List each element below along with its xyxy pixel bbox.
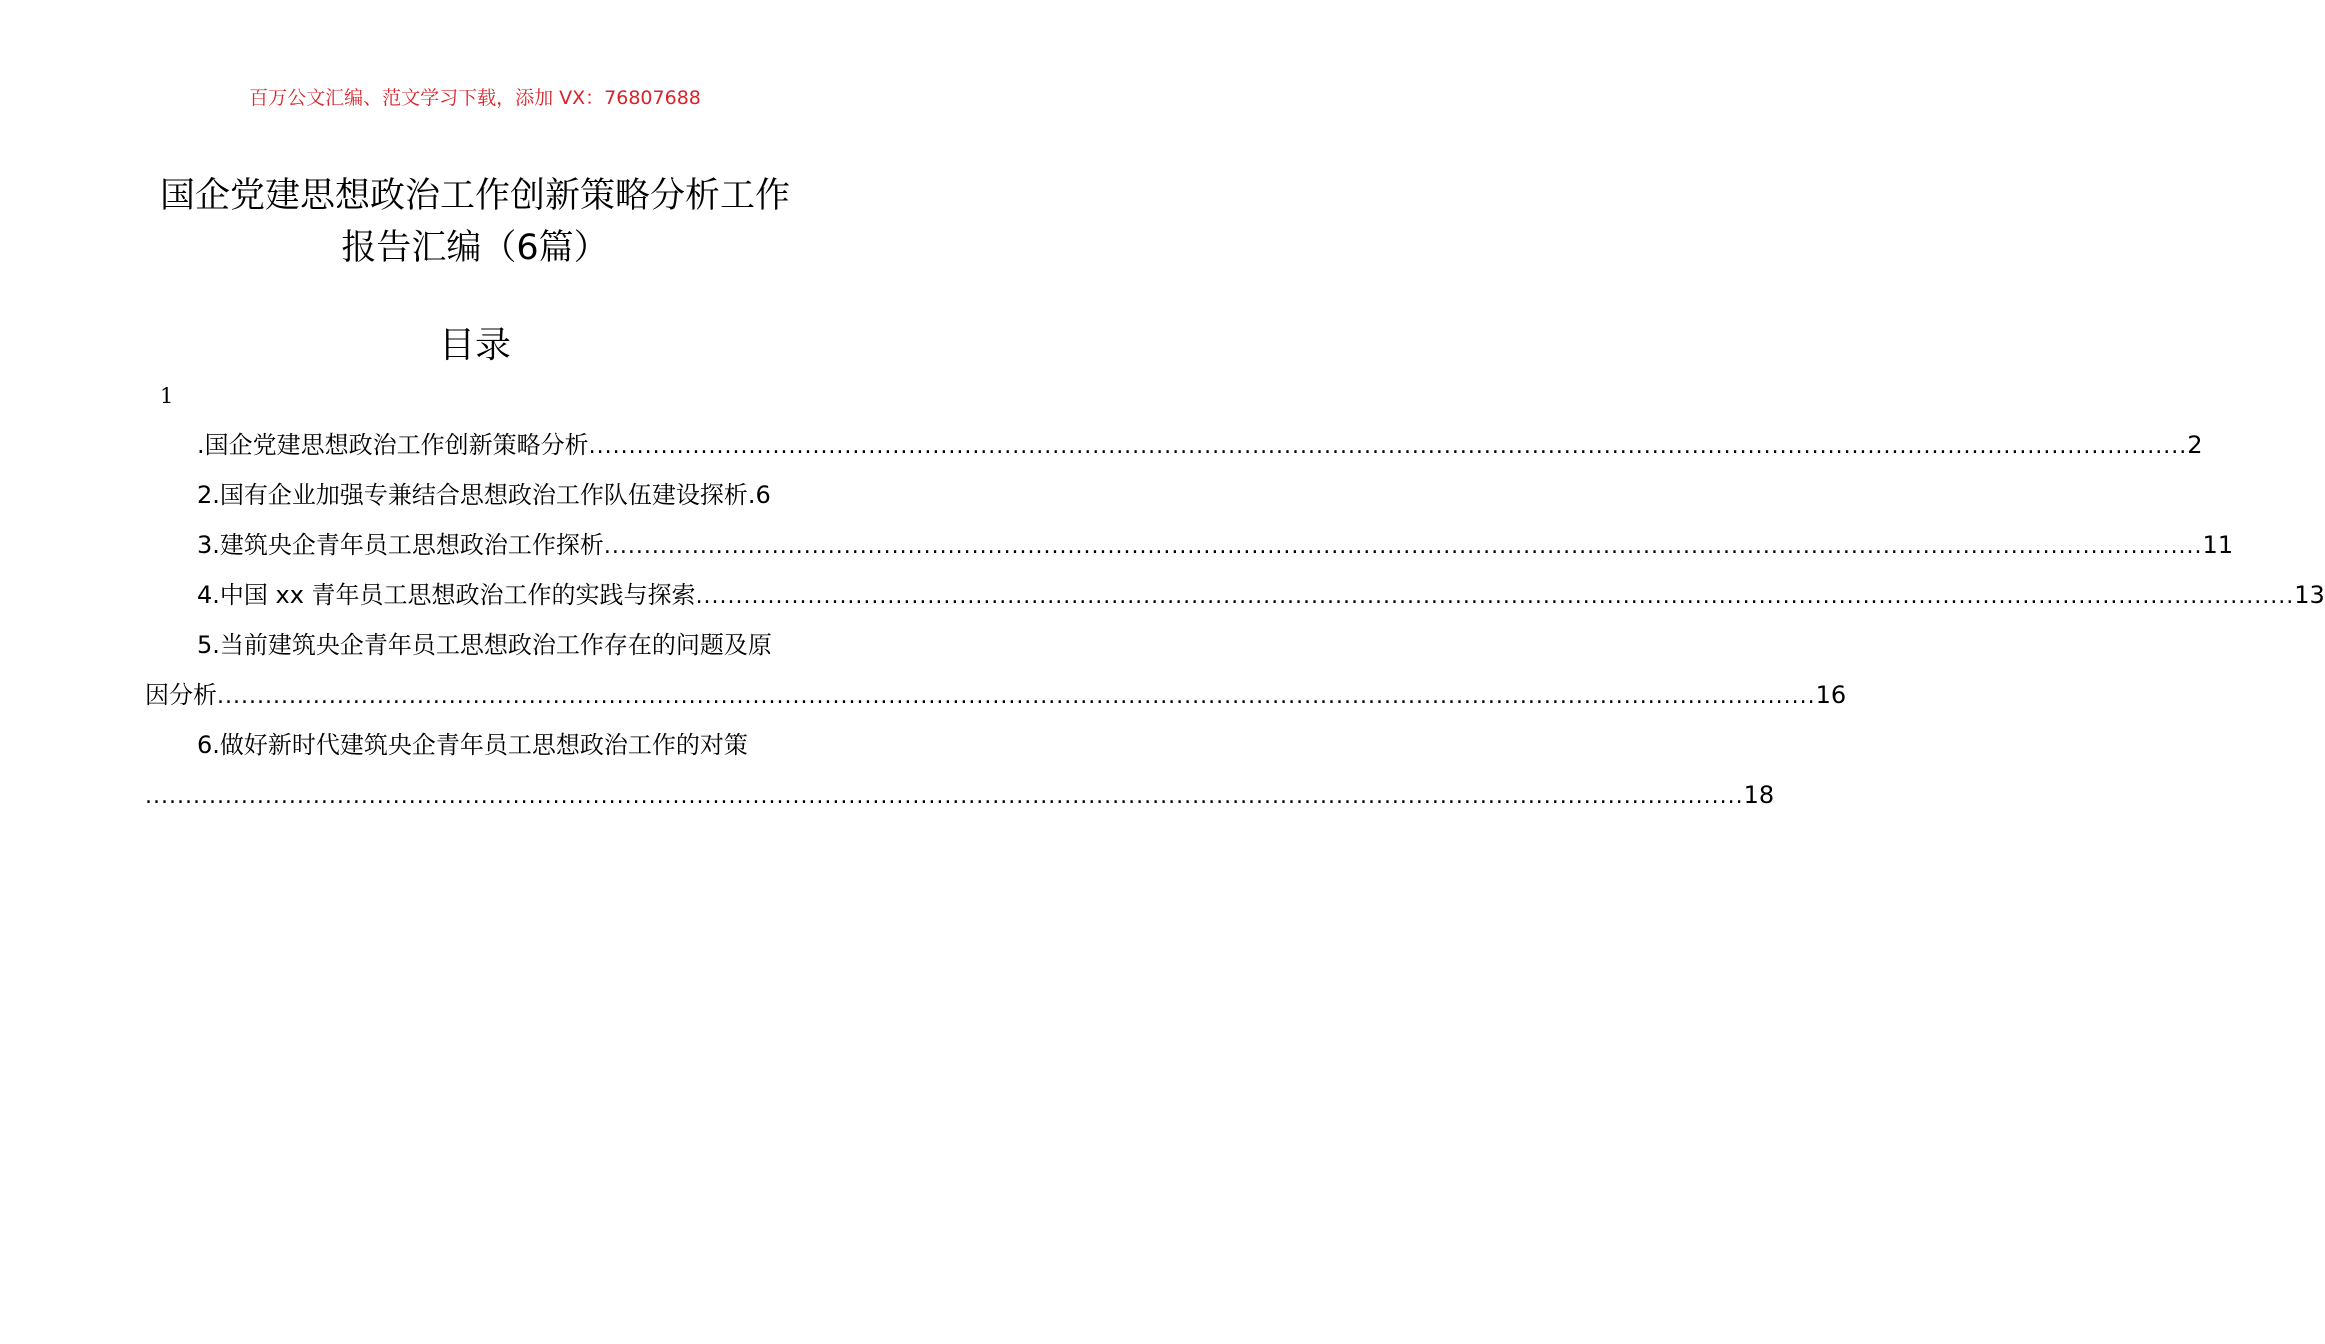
toc-entry-page: 18: [1743, 781, 1775, 809]
toc-entry-5-continuation[interactable]: [145, 670, 1847, 720]
toc-entry-title: 6.做好新时代建筑央企青年员工思想政治工作的对策: [197, 731, 748, 759]
toc-entry-title-continuation: 因分析: [145, 681, 217, 709]
toc-entry-title: 4.中国 xx 青年员工思想政治工作的实践与探索: [197, 581, 696, 609]
toc-heading: 目录: [438, 325, 511, 366]
toc-entry-page: 11: [2202, 531, 2234, 559]
toc-entry-6[interactable]: [145, 720, 807, 770]
toc-entry-page: 2: [2187, 431, 2203, 459]
toc-dot-leader: ........................................................................................................................................................................................................: [145, 784, 1744, 809]
table-of-contents: [145, 420, 2325, 820]
toc-entry-page: 16: [1815, 681, 1847, 709]
toc-dot-leader: ........................................................................................................................................................................................................: [217, 684, 1816, 709]
toc-entry-title: .国企党建思想政治工作创新策略分析: [197, 431, 589, 459]
toc-dot-leader: ........................................................................................................................................................................................................: [695, 584, 2295, 609]
toc-entry-5[interactable]: [145, 620, 807, 670]
stray-page-number: 1: [160, 384, 174, 408]
toc-entry-3[interactable]: [145, 520, 2234, 570]
toc-entry-2[interactable]: [145, 470, 807, 520]
toc-dot-leader: ........................................................................................................................................................................................................: [588, 434, 2188, 459]
document-title-line-1: 国企党建思想政治工作创新策略分析工作: [159, 176, 790, 216]
toc-entry-4[interactable]: [145, 570, 2325, 620]
header-note: 百万公文汇编、范文学习下载，添加 VX：76807688: [249, 87, 701, 109]
toc-entry-title: 2.国有企业加强专兼结合思想政治工作队伍建设探析: [197, 481, 748, 509]
toc-entry-page: 13: [2294, 581, 2325, 609]
toc-entry-title: 3.建筑央企青年员工思想政治工作探析: [197, 531, 604, 559]
document-title-line-2: 报告汇编（6篇）: [341, 228, 609, 268]
toc-dot-leader: ........................................................................................................................................................................................................: [603, 534, 2203, 559]
toc-entry-6-continuation[interactable]: [145, 770, 1775, 820]
document-title: [145, 170, 805, 274]
toc-entry-page: .6: [747, 481, 771, 509]
toc-entry-title: 5.当前建筑央企青年员工思想政治工作存在的问题及原: [197, 631, 772, 659]
toc-entry-1[interactable]: [145, 420, 2203, 470]
